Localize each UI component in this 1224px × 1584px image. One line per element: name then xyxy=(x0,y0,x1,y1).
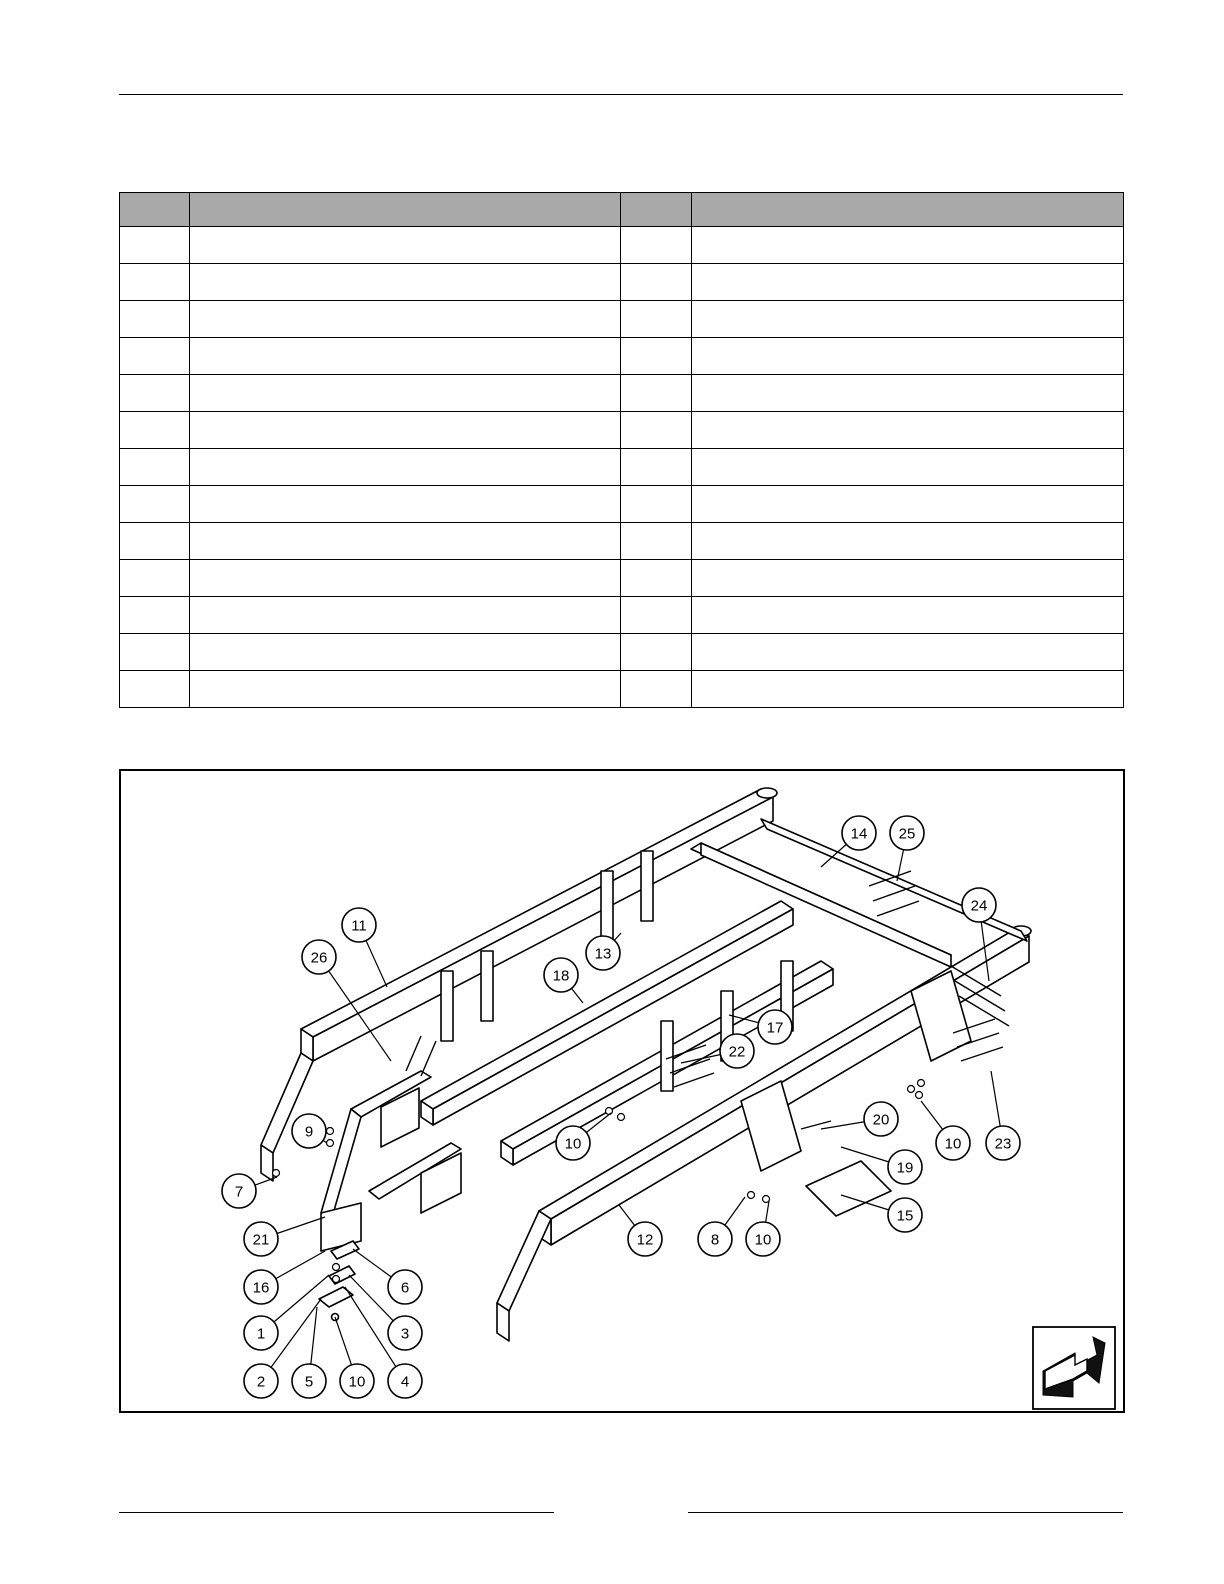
callout-label: 11 xyxy=(351,917,367,935)
callout xyxy=(890,816,924,850)
cell-description-left xyxy=(190,560,621,597)
callout xyxy=(746,1222,780,1256)
cell-description-left xyxy=(190,634,621,671)
callout-label: 26 xyxy=(310,949,328,967)
nut xyxy=(327,1140,334,1147)
upright-bracket xyxy=(481,951,493,1021)
parts-diagram xyxy=(119,769,1125,1413)
cell-item-no-left xyxy=(120,375,190,412)
cell-description-left xyxy=(190,671,621,708)
cell-description-right xyxy=(692,486,1124,523)
callout-label: 16 xyxy=(252,1279,270,1297)
callout xyxy=(292,1114,326,1148)
upright-bracket xyxy=(601,871,613,941)
callout-label: 20 xyxy=(872,1111,890,1129)
callout xyxy=(586,936,620,970)
hitch-pin-5 xyxy=(319,1287,353,1307)
callout xyxy=(936,1126,970,1160)
upright-bracket xyxy=(441,971,453,1041)
callout xyxy=(302,940,336,974)
rear-beam-pivot xyxy=(757,788,777,798)
callout xyxy=(544,958,578,992)
table-row xyxy=(120,486,1124,523)
cell-item-no-right xyxy=(621,634,692,671)
table-row xyxy=(120,671,1124,708)
header-item-no-left xyxy=(120,193,190,227)
nut xyxy=(618,1114,625,1121)
cell-item-no-right xyxy=(621,412,692,449)
table-row xyxy=(120,375,1124,412)
callout-label: 1 xyxy=(256,1325,266,1343)
callout-label: 9 xyxy=(304,1123,314,1141)
upright-bracket xyxy=(641,851,653,921)
cell-item-no-right xyxy=(621,375,692,412)
cell-item-no-right xyxy=(621,449,692,486)
nut xyxy=(606,1108,613,1115)
cell-description-right xyxy=(692,264,1124,301)
cell-description-right xyxy=(692,375,1124,412)
rear-beam-side xyxy=(310,797,773,1061)
cell-description-left xyxy=(190,227,621,264)
callout xyxy=(292,1364,326,1398)
nut xyxy=(908,1086,915,1093)
header-rule xyxy=(119,94,1123,95)
table-row xyxy=(120,560,1124,597)
callout xyxy=(864,1102,898,1136)
callout xyxy=(340,1364,374,1398)
callout-label: 10 xyxy=(944,1135,962,1153)
callout-label: 17 xyxy=(766,1019,784,1037)
callout xyxy=(244,1316,278,1350)
parts-table xyxy=(119,192,1124,708)
cell-description-left xyxy=(190,486,621,523)
nut xyxy=(273,1170,280,1177)
callout-label: 12 xyxy=(636,1231,654,1249)
nut xyxy=(916,1092,923,1099)
cell-description-left xyxy=(190,449,621,486)
cell-description-left xyxy=(190,301,621,338)
cell-item-no-left xyxy=(120,338,190,375)
callout xyxy=(888,1150,922,1184)
callout-label: 6 xyxy=(400,1279,410,1297)
header-description-left xyxy=(190,193,621,227)
callout xyxy=(628,1222,662,1256)
nut xyxy=(333,1264,340,1271)
table-row xyxy=(120,634,1124,671)
callout xyxy=(758,1010,792,1044)
cell-item-no-left xyxy=(120,449,190,486)
callout xyxy=(342,908,376,942)
callout-label: 24 xyxy=(970,897,988,915)
nut xyxy=(333,1276,340,1283)
cell-description-right xyxy=(692,449,1124,486)
bolt xyxy=(961,1047,1003,1061)
nut xyxy=(748,1192,755,1199)
cell-item-no-left xyxy=(120,523,190,560)
cell-description-right xyxy=(692,523,1124,560)
callout-label: 2 xyxy=(256,1373,266,1391)
callout-label: 8 xyxy=(710,1231,720,1249)
pivot-pin-15 xyxy=(806,1161,891,1216)
cell-description-left xyxy=(190,375,621,412)
frame-assembly-drawing xyxy=(121,771,1123,1411)
bolt xyxy=(421,1041,436,1076)
table-row xyxy=(120,412,1124,449)
next-page-arrow-icon xyxy=(1033,1327,1115,1409)
cell-description-left xyxy=(190,264,621,301)
bolt xyxy=(959,996,1009,1026)
callout-label: 7 xyxy=(234,1183,244,1201)
frame-linework xyxy=(261,788,1031,1341)
bolt xyxy=(877,901,919,916)
table-row xyxy=(120,523,1124,560)
cell-item-no-right xyxy=(621,301,692,338)
callout xyxy=(244,1364,278,1398)
front-leg xyxy=(497,1211,551,1311)
cell-description-left xyxy=(190,523,621,560)
callout-label: 25 xyxy=(898,825,916,843)
cell-description-right xyxy=(692,338,1124,375)
callout-label: 15 xyxy=(896,1207,914,1225)
nut xyxy=(327,1128,334,1135)
cell-item-no-right xyxy=(621,227,692,264)
cell-description-right xyxy=(692,412,1124,449)
cell-item-no-right xyxy=(621,338,692,375)
cell-item-no-left xyxy=(120,227,190,264)
callout-label: 14 xyxy=(850,825,868,843)
cell-item-no-left xyxy=(120,264,190,301)
cell-item-no-left xyxy=(120,671,190,708)
callout xyxy=(962,888,996,922)
cell-item-no-right xyxy=(621,264,692,301)
cell-description-left xyxy=(190,412,621,449)
callout-label: 10 xyxy=(754,1231,772,1249)
cell-item-no-right xyxy=(621,523,692,560)
callout xyxy=(720,1034,754,1068)
cell-item-no-left xyxy=(120,486,190,523)
cell-description-right xyxy=(692,227,1124,264)
callout-label: 10 xyxy=(348,1373,366,1391)
callout xyxy=(698,1222,732,1256)
cell-item-no-right xyxy=(621,560,692,597)
table-row xyxy=(120,597,1124,634)
callout-group xyxy=(222,816,1020,1398)
callout-label: 10 xyxy=(564,1135,582,1153)
callout xyxy=(888,1198,922,1232)
callout xyxy=(388,1316,422,1350)
callout-label: 13 xyxy=(594,945,612,963)
cell-description-right xyxy=(692,301,1124,338)
cell-description-left xyxy=(190,597,621,634)
bolt xyxy=(873,886,915,901)
cell-item-no-left xyxy=(120,634,190,671)
cell-item-no-right xyxy=(621,597,692,634)
cell-description-right xyxy=(692,634,1124,671)
table-row xyxy=(120,338,1124,375)
callout-label: 5 xyxy=(304,1373,314,1391)
table-row xyxy=(120,227,1124,264)
callout xyxy=(842,816,876,850)
table-row xyxy=(120,264,1124,301)
bolt xyxy=(674,1073,714,1087)
cell-description-right xyxy=(692,560,1124,597)
nut xyxy=(918,1080,925,1087)
cell-description-left xyxy=(190,338,621,375)
callout xyxy=(388,1270,422,1304)
cell-description-right xyxy=(692,671,1124,708)
table-row xyxy=(120,301,1124,338)
callout-label: 22 xyxy=(728,1043,746,1061)
callout-label: 19 xyxy=(896,1159,914,1177)
header-item-no-right xyxy=(621,193,692,227)
callout xyxy=(388,1364,422,1398)
table-row xyxy=(120,449,1124,486)
cell-description-right xyxy=(692,597,1124,634)
callout xyxy=(244,1222,278,1256)
footer-rule-left xyxy=(119,1512,554,1513)
cell-item-no-right xyxy=(621,671,692,708)
cell-item-no-right xyxy=(621,486,692,523)
footer-rule-right xyxy=(688,1512,1123,1513)
callout xyxy=(556,1126,590,1160)
callout xyxy=(986,1126,1020,1160)
callout-label: 4 xyxy=(400,1373,410,1391)
bolt xyxy=(406,1036,421,1071)
table-header-row xyxy=(120,193,1124,227)
cell-item-no-left xyxy=(120,412,190,449)
header-description-right xyxy=(692,193,1124,227)
callout xyxy=(244,1270,278,1304)
upright-bracket xyxy=(661,1021,673,1091)
cell-item-no-left xyxy=(120,560,190,597)
cell-item-no-left xyxy=(120,597,190,634)
callout-label: 23 xyxy=(994,1135,1012,1153)
callout xyxy=(222,1174,256,1208)
callout-label: 21 xyxy=(252,1231,270,1249)
cell-item-no-left xyxy=(120,301,190,338)
callout-label: 3 xyxy=(400,1325,410,1343)
callout-label: 18 xyxy=(552,967,570,985)
